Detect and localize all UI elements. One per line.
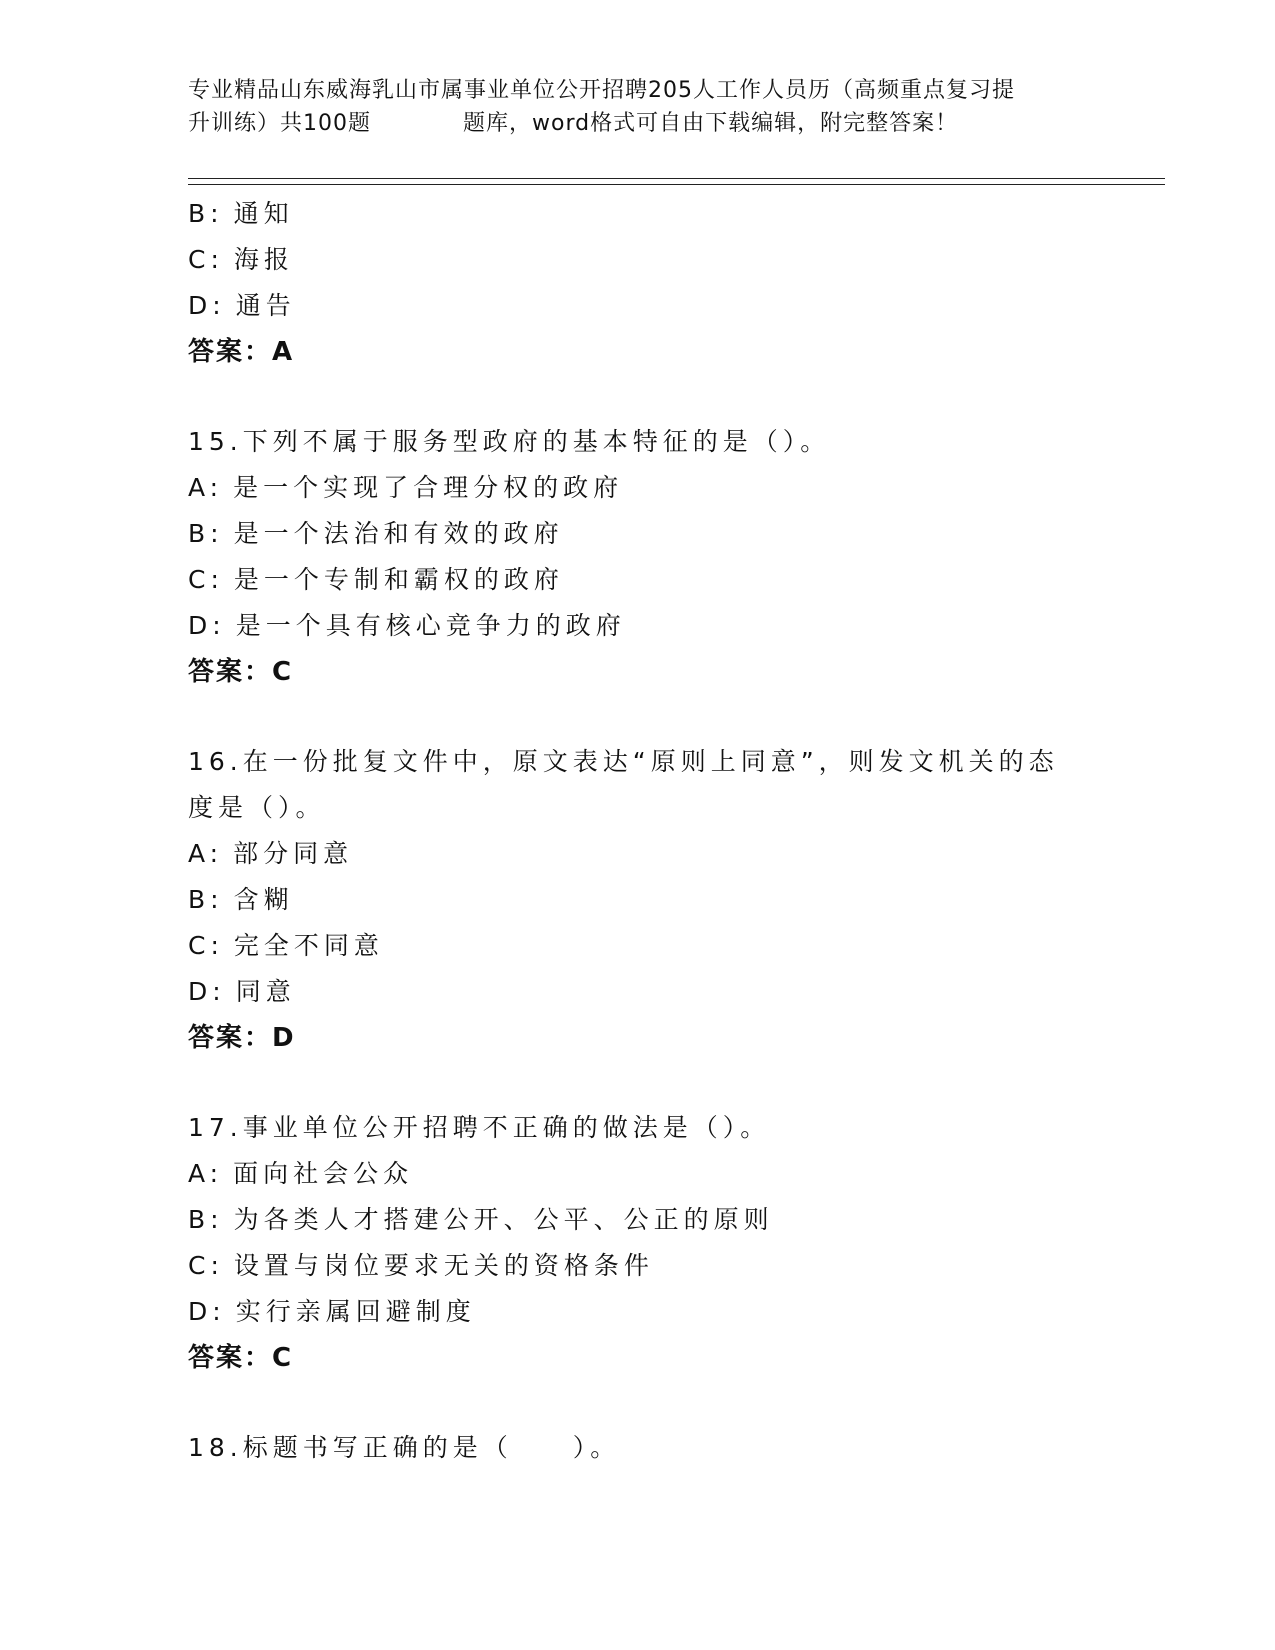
question-stem: 17.事业单位公开招聘不正确的做法是（）。 — [188, 1113, 771, 1142]
option-text: 部分同意 — [233, 839, 354, 868]
option-key: D: — [188, 291, 226, 320]
option-a — [188, 1151, 1088, 1197]
option-key: B: — [188, 885, 224, 914]
option-text: 面向社会公众 — [233, 1159, 414, 1188]
option-text: 海报 — [233, 245, 294, 274]
option-d — [188, 969, 1088, 1015]
option-key: C: — [188, 1251, 224, 1280]
question-14-continued — [188, 191, 1088, 375]
header-line-1: 专业精品山东威海乳山市属事业单位公开招聘205人工作人员历（高频重点复习提 — [188, 78, 1015, 103]
header-divider — [188, 178, 1165, 185]
option-text: 完全不同意 — [233, 931, 384, 960]
option-c — [188, 557, 1088, 603]
option-text: 是一个法治和有效的政府 — [233, 519, 564, 548]
option-key: A: — [188, 473, 224, 502]
answer-line: 答案：C — [188, 1343, 294, 1373]
option-b — [188, 191, 1088, 237]
document-body — [188, 191, 1088, 1471]
option-text: 是一个实现了合理分权的政府 — [233, 473, 624, 502]
option-d — [188, 603, 1088, 649]
option-b — [188, 511, 1088, 557]
question-stem: 15.下列不属于服务型政府的基本特征的是（）。 — [188, 427, 831, 456]
header-line-2: 升训练）共100题 题库，word格式可自由下载编辑，附完整答案！ — [188, 111, 959, 136]
option-key: B: — [188, 519, 224, 548]
option-text: 为各类人才搭建公开、公平、公正的原则 — [233, 1205, 774, 1234]
question-stem: 16.在一份批复文件中，原文表达“原则上同意”，则发文机关的态度是（）。 — [188, 747, 1059, 822]
option-text: 同意 — [235, 977, 296, 1006]
option-b — [188, 1197, 1088, 1243]
option-a — [188, 831, 1088, 877]
question-15 — [188, 419, 1088, 695]
option-key: D: — [188, 611, 226, 640]
option-text: 通知 — [233, 199, 294, 228]
option-text: 设置与岗位要求无关的资格条件 — [233, 1251, 654, 1280]
option-key: D: — [188, 1297, 226, 1326]
option-key: B: — [188, 199, 224, 228]
option-key: C: — [188, 245, 224, 274]
option-key: C: — [188, 931, 224, 960]
option-key: A: — [188, 839, 224, 868]
option-text: 含糊 — [233, 885, 294, 914]
option-c — [188, 1243, 1088, 1289]
option-c — [188, 237, 1088, 283]
option-d — [188, 283, 1088, 329]
option-text: 是一个专制和霸权的政府 — [233, 565, 564, 594]
option-d — [188, 1289, 1088, 1335]
question-17 — [188, 1105, 1088, 1381]
answer-line: 答案：A — [188, 337, 295, 367]
answer-line: 答案：C — [188, 657, 294, 687]
option-b — [188, 877, 1088, 923]
option-key: B: — [188, 1205, 224, 1234]
option-key: A: — [188, 1159, 224, 1188]
option-key: C: — [188, 565, 224, 594]
document-header — [188, 74, 1088, 140]
question-16 — [188, 739, 1088, 1061]
question-stem: 18.标题书写正确的是（ ）。 — [188, 1433, 621, 1462]
option-a — [188, 465, 1088, 511]
answer-line: 答案：D — [188, 1023, 296, 1053]
option-text: 是一个具有核心竞争力的政府 — [235, 611, 626, 640]
option-c — [188, 923, 1088, 969]
option-key: D: — [188, 977, 226, 1006]
question-18 — [188, 1425, 1088, 1471]
option-text: 通告 — [235, 291, 296, 320]
option-text: 实行亲属回避制度 — [235, 1297, 476, 1326]
